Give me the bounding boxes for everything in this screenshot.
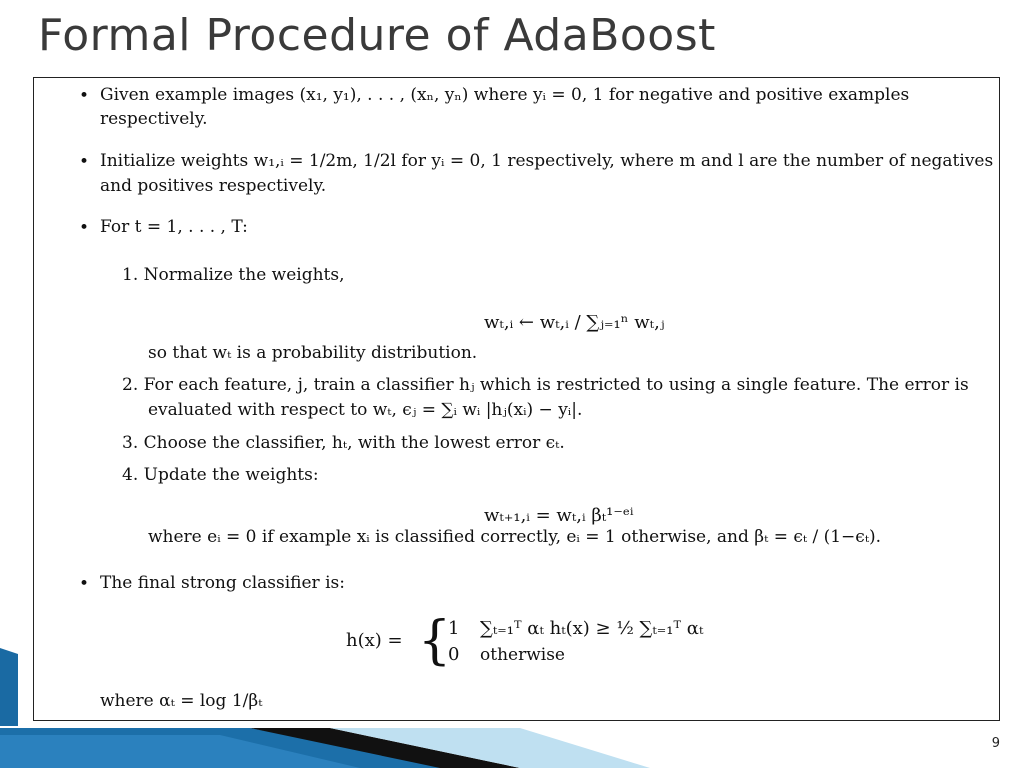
bullet-1-marker: • [79,86,90,106]
step-1-text: 1. Normalize the weights, [122,265,345,285]
bullet-4-marker: • [79,574,90,594]
step-4-text: 4. Update the weights: [122,465,319,485]
bullet-1-text-cont: respectively. [100,109,208,129]
final-classifier-equation [346,611,766,675]
classifier-lhs: h(x) = [346,630,403,651]
bullet-1-text: Given example images (x₁, y₁), . . . , (xₙ, yₙ) where yᵢ = 0, 1 for negative and positive examples [100,85,910,105]
alpha-definition: where αₜ = log 1/βₜ [100,691,263,711]
bullet-2-marker: • [79,152,90,172]
step-3-text: 3. Choose the classifier, hₜ, with the lowest error ϵₜ. [122,433,565,453]
bullet-2-text: Initialize weights w₁,ᵢ = 1/2m, 1/2l for yᵢ = 0, 1 respectively, where m and l are the number of negatives [100,151,994,171]
bullet-3-marker: • [79,218,90,238]
case-1-condition: ∑ₜ₌₁ᵀ αₜ hₜ(x) ≥ ½ ∑ₜ₌₁ᵀ αₜ [480,618,704,639]
case-1-value: 1 [448,618,460,639]
step-2-text: 2. For each feature, j, train a classifier hⱼ which is restricted to using a single feature. The error is [122,375,969,395]
step-2-text-cont: evaluated with respect to wₜ, ϵⱼ = ∑ᵢ wᵢ |hⱼ(xᵢ) − yᵢ|. [148,400,583,420]
slide-title: Formal Procedure of AdaBoost [38,10,716,61]
bullet-4-text: The final strong classifier is: [100,573,345,593]
step-1-note: so that wₜ is a probability distribution. [148,343,478,363]
case-2-value: 0 [448,644,460,665]
step-4-note: where eᵢ = 0 if example xᵢ is classified correctly, eᵢ = 1 otherwise, and βₜ = ϵₜ / (1−ϵₜ). [148,527,882,547]
update-weights-equation: wₜ₊₁,ᵢ = wₜ,ᵢ βₜ¹⁻ᵉⁱ [484,505,634,526]
content-box [33,77,1000,721]
normalize-equation: wₜ,ᵢ ← wₜ,ᵢ / ∑ⱼ₌₁ⁿ wₜ,ⱼ [484,312,665,333]
bullet-3-text: For t = 1, . . . , T: [100,217,248,237]
bullet-2-text-cont: and positives respectively. [100,176,327,196]
slide-number: 9 [991,736,1000,751]
case-brace: { [418,611,452,671]
case-2-condition: otherwise [480,645,565,665]
